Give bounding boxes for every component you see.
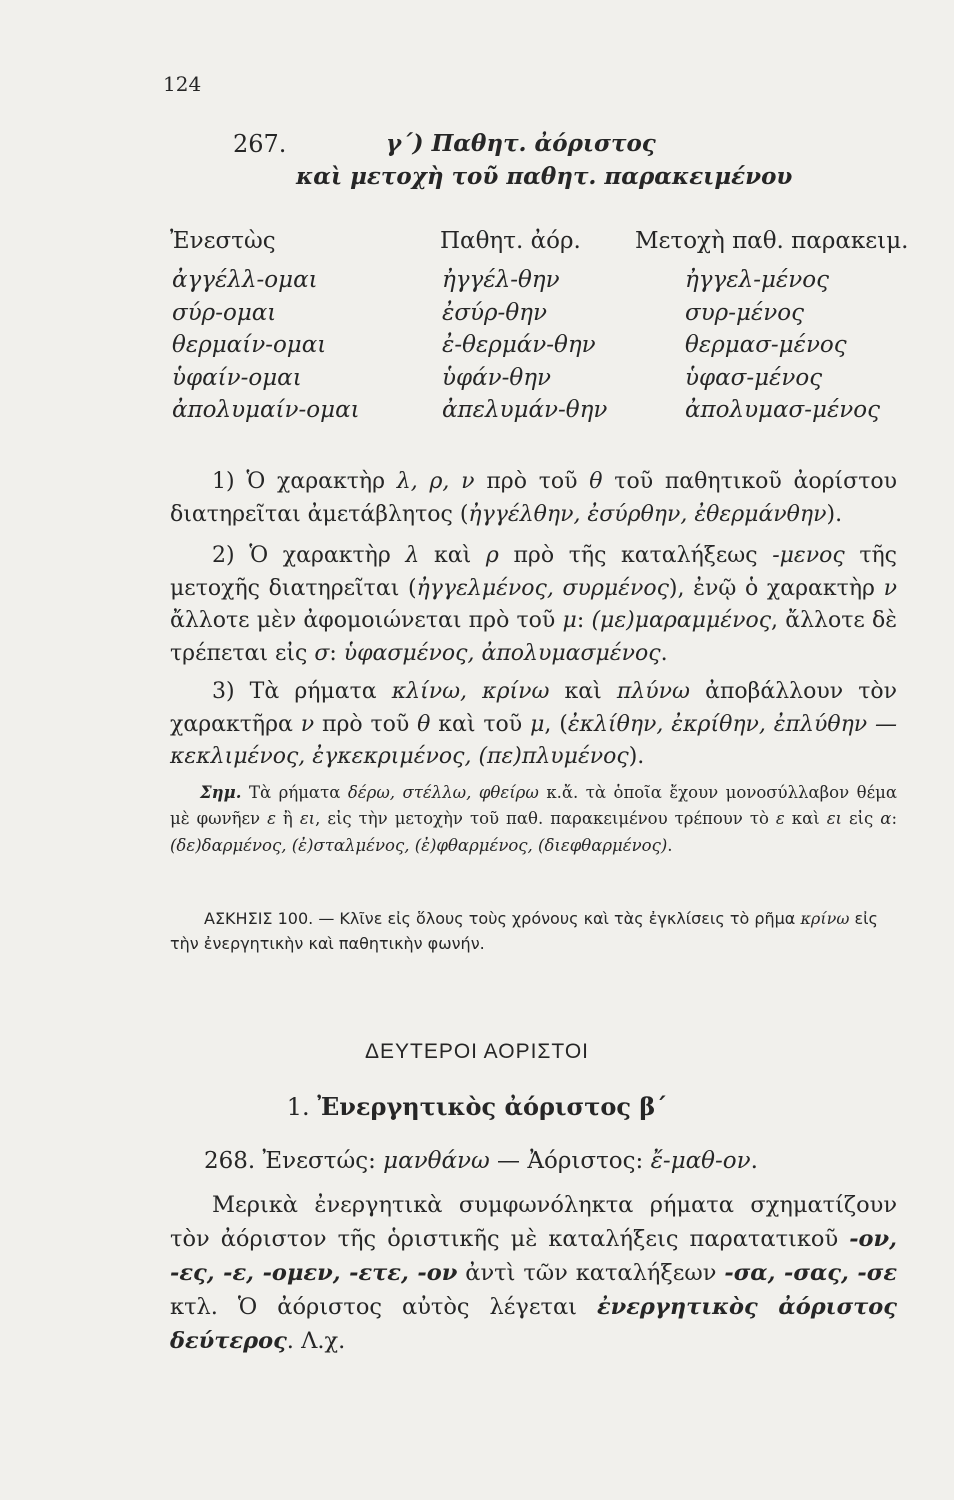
paragraph-268-text: Μερικὰ ἐνεργητικὰ συμφωνόληκτα ρήματα σχηματίζουν τὸν ἀόριστον τῆς ὁριστικῆς μὲ καταλήξεις παρατατικοῦ -ον, -ες, -ε, -ομεν, -ετε, -ον ἀντὶ τῶν καταλήξεων -σα, -σας, -σε κτλ. Ὁ ἀόριστος αὐτὸς λέγεται ἐνεργητικὸς ἀόριστος δεύτερος. Λ.χ.: [170, 1192, 898, 1354]
column-header-participle: Μετοχὴ παθ. παρακειμ.: [635, 228, 909, 254]
table-cell: θερμαίν-ομαι: [172, 332, 327, 358]
table-cell: συρ-μένος: [685, 299, 804, 326]
table-cell: ἀπελυμάν-θην: [442, 397, 608, 423]
table-cell: ὑφάν-θην: [442, 364, 551, 391]
note-1: 1) Ὁ χαρακτὴρ λ, ρ, ν πρὸ τοῦ θ τοῦ παθητικοῦ ἀορίστου διατηρεῖται ἀμετάβλητος (ἠγγέλθην, ἐσύρθην, ἐθερμάνθην).: [170, 469, 897, 527]
subheading-active-aorist-b: 1. Ἐνεργητικὸς ἀόριστος β΄: [286, 1092, 668, 1121]
section-title-line2: καὶ μετοχὴ τοῦ παθητ. παρακειμένου: [296, 163, 793, 190]
section-title-line1: γ΄) Παθητ. ἀόριστος: [386, 130, 656, 157]
table-cell: ἐσύρ-θην: [442, 299, 547, 326]
column-header-present: Ἐνεστὼς: [170, 228, 276, 254]
table-cell: σύρ-ομαι: [172, 299, 277, 326]
subheading-second-aorists: ΔΕΥΤΕΡΟΙ ΑΟΡΙΣΤΟΙ: [364, 1040, 590, 1063]
remark-label: Σημ.: [200, 783, 242, 802]
table-cell: ἐ-θερμάν-θην: [442, 332, 596, 358]
note-3: 3) Τὰ ρήματα κλίνω, κρίνω καὶ πλύνω ἀποβάλλουν τὸν χαρακτῆρα ν πρὸ τοῦ θ καὶ τοῦ μ, (ἐκλίθην, ἐκρίθην, ἐπλύθην — κεκλιμένος, ἐγκεκριμένος, (πε)πλυμένος).: [170, 679, 898, 770]
table-cell: ἀπολυμαίν-ομαι: [172, 397, 360, 423]
remark: Σημ. Τὰ ρήματα δέρω, στέλλω, φθείρω κ.ἄ. τὰ ὁποῖα ἔχουν μονοσύλλαβον θέμα μὲ φωνῆεν ε ἢ ει, εἰς τὴν μετοχὴν τοῦ παθ. παρακειμένου τρέπουν τὸ ε καὶ ει εἰς α: (δε)δαρμένος, (ἐ)σταλμένος, (ἐ)φθαρμένος, (διεφθαρμένος).: [170, 783, 897, 855]
section-number: 267.: [233, 130, 287, 158]
table-cell: θερμασ-μένος: [685, 332, 847, 358]
table-cell: ἠγγελ-μένος: [685, 267, 829, 293]
table-cell: ἀγγέλλ-ομαι: [172, 267, 318, 293]
table-cell: ὑφασ-μένος: [685, 364, 823, 391]
column-header-aorist: Παθητ. ἀόρ.: [440, 228, 581, 254]
note-2: 2) Ὁ χαρακτὴρ λ καὶ ρ πρὸ τῆς καταλήξεως -μενος τῆς μετοχῆς διατηρεῖται (ἠγγελμένος, συρμένος), ἐνῷ ὁ χαρακτὴρ ν ἄλλοτε μὲν ἀφομοιώνεται πρὸ τοῦ μ: (με)μαραμμένος, ἄλλοτε δὲ τρέπεται εἰς σ: ὑφασμένος, ἀπολυμασμένος.: [170, 543, 898, 666]
table-cell: ὑφαίν-ομαι: [172, 364, 302, 391]
table-cell: ἠγγέλ-θην: [442, 267, 560, 293]
section-heading: [233, 130, 833, 190]
column-present: [170, 228, 360, 427]
table-cell: ἀπολυμασ-μένος: [685, 397, 881, 423]
exercise-100: ΑΣΚΗΣΙΣ 100. — Κλῖνε εἰς ὅλους τοὺς χρόνους καὶ τὰς ἐγκλίσεις τὸ ρῆμα κρίνω εἰς τὴν ἐνεργητικὴν καὶ παθητικὴν φωνήν.: [170, 909, 878, 953]
page-number: 124: [163, 72, 202, 96]
column-participle: [635, 228, 908, 427]
column-aorist: [440, 228, 607, 427]
paragraph-268: 268. Ἐνεστώς: μανθάνω — Ἀόριστος: ἔ-μαθ-ον.: [204, 1148, 758, 1174]
